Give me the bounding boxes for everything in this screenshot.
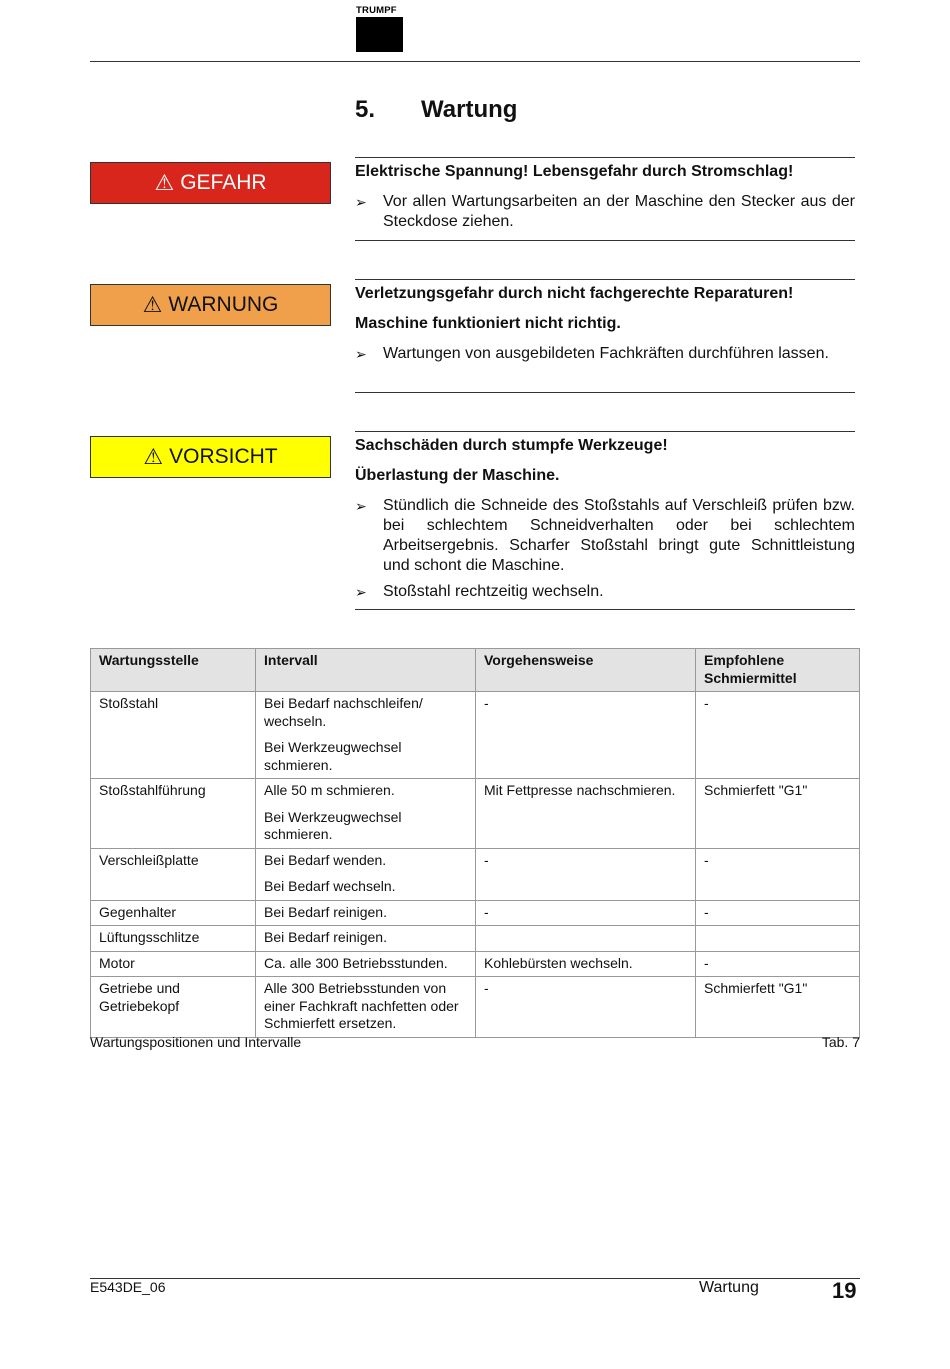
table-header-row — [91, 649, 860, 692]
arrow-bullet-icon: ➢ — [355, 346, 367, 362]
logo-text: TRUMPF — [356, 5, 397, 16]
table-row — [91, 848, 860, 900]
cell-vorgehen: - — [476, 692, 696, 779]
notice-headline: Verletzungsgefahr durch nicht fachgerechte Reparaturen! — [355, 285, 794, 302]
cell-intervall: Bei Bedarf nachschleifen/ wechseln. Bei Werkzeugwechsel schmieren. — [256, 692, 476, 779]
cell-intervall: Alle 300 Betriebsstunden von einer Fachkraft nachfetten oder Schmierfett ersetzen. — [256, 977, 476, 1038]
cell-intervall: Bei Bedarf wenden. Bei Bedarf wechseln. — [256, 848, 476, 900]
notice-headline: Maschine funktioniert nicht richtig. — [355, 315, 621, 332]
cell-stelle: Lüftungsschlitze — [91, 926, 256, 952]
cell-vorgehen — [476, 926, 696, 952]
caution-label: VORSICHT — [169, 445, 278, 468]
cell-vorgehen: Kohlebürsten wechseln. — [476, 951, 696, 977]
table-caption: Wartungspositionen und Intervalle — [90, 1034, 302, 1050]
column-header: Intervall — [256, 649, 476, 692]
table-row — [91, 926, 860, 952]
cell-vorgehen: - — [476, 900, 696, 926]
cell-vorgehen: Mit Fettpresse nachschmieren. — [476, 779, 696, 849]
cell-schmiermittel: Schmierfett "G1" — [696, 779, 860, 849]
cell-stelle: Gegenhalter — [91, 900, 256, 926]
warning-triangle-icon: ⚠ — [154, 170, 175, 195]
column-header: Vorgehensweise — [476, 649, 696, 692]
cell-intervall: Alle 50 m schmieren. Bei Werkzeugwechsel schmieren. — [256, 779, 476, 849]
instruction-step: ➢ Stündlich die Schneide des Stoßstahls auf Verschleiß prüfen bzw. bei schlechtem Schneidverhalten oder bei schlechtem Arbeitsergebnis. Scharfer Stoßstahl bringt gute Schnittleistung und schont die Maschine. — [355, 497, 855, 574]
cell-schmiermittel — [696, 926, 860, 952]
table-row — [91, 977, 860, 1038]
warning-badge — [90, 284, 331, 326]
cell-stelle: Stoßstahlführung — [91, 779, 256, 849]
page-number: 19 — [832, 1278, 857, 1303]
cell-schmiermittel: - — [696, 900, 860, 926]
danger-label: GEFAHR — [180, 171, 267, 194]
instruction-step: ➢ Vor allen Wartungsarbeiten an der Maschine den Stecker aus der Steckdose ziehen. — [355, 193, 855, 230]
danger-notice — [355, 157, 855, 241]
section-heading — [355, 96, 517, 124]
document-id: E543DE_06 — [90, 1279, 166, 1295]
column-header: Empfohlene Schmiermittel — [696, 649, 860, 692]
section-number: 5. — [355, 96, 376, 123]
cell-intervall: Bei Bedarf reinigen. — [256, 926, 476, 952]
table-row — [91, 779, 860, 849]
maintenance-table — [90, 648, 860, 1038]
cell-stelle: Motor — [91, 951, 256, 977]
arrow-bullet-icon: ➢ — [355, 584, 367, 600]
cell-schmiermittel: Schmierfett "G1" — [696, 977, 860, 1038]
cell-intervall: Ca. alle 300 Betriebsstunden. — [256, 951, 476, 977]
header-rule — [90, 61, 860, 62]
instruction-step: ➢ Stoßstahl rechtzeitig wechseln. — [355, 583, 604, 600]
cell-intervall: Bei Bedarf reinigen. — [256, 900, 476, 926]
warning-triangle-icon: ⚠ — [142, 292, 163, 317]
footer-section-title: Wartung — [699, 1279, 759, 1296]
cell-schmiermittel: - — [696, 692, 860, 779]
cell-stelle: Getriebe und Getriebekopf — [91, 977, 256, 1038]
logo-block — [356, 17, 403, 52]
caution-notice — [355, 431, 855, 610]
instruction-step: ➢ Wartungen von ausgebildeten Fachkräften durchführen lassen. — [355, 345, 829, 362]
section-title: Wartung — [421, 96, 518, 123]
column-header: Wartungsstelle — [91, 649, 256, 692]
cell-vorgehen: - — [476, 848, 696, 900]
table-number: Tab. 7 — [821, 1034, 860, 1050]
trumpf-logo — [356, 6, 403, 52]
cell-vorgehen: - — [476, 977, 696, 1038]
arrow-bullet-icon: ➢ — [355, 498, 367, 514]
table-row — [91, 692, 860, 779]
cell-stelle: Verschleißplatte — [91, 848, 256, 900]
notice-headline: Elektrische Spannung! Lebensgefahr durch Stromschlag! — [355, 163, 794, 180]
warning-triangle-icon: ⚠ — [143, 444, 164, 469]
warning-notice — [355, 279, 855, 393]
table-row — [91, 951, 860, 977]
table-row — [91, 900, 860, 926]
danger-badge — [90, 162, 331, 204]
arrow-bullet-icon: ➢ — [355, 194, 367, 210]
notice-headline: Sachschäden durch stumpfe Werkzeuge! — [355, 437, 668, 454]
cell-schmiermittel: - — [696, 848, 860, 900]
notice-headline: Überlastung der Maschine. — [355, 467, 560, 484]
cell-stelle: Stoßstahl — [91, 692, 256, 779]
caution-badge — [90, 436, 331, 478]
cell-schmiermittel: - — [696, 951, 860, 977]
warning-label: WARNUNG — [168, 293, 279, 316]
